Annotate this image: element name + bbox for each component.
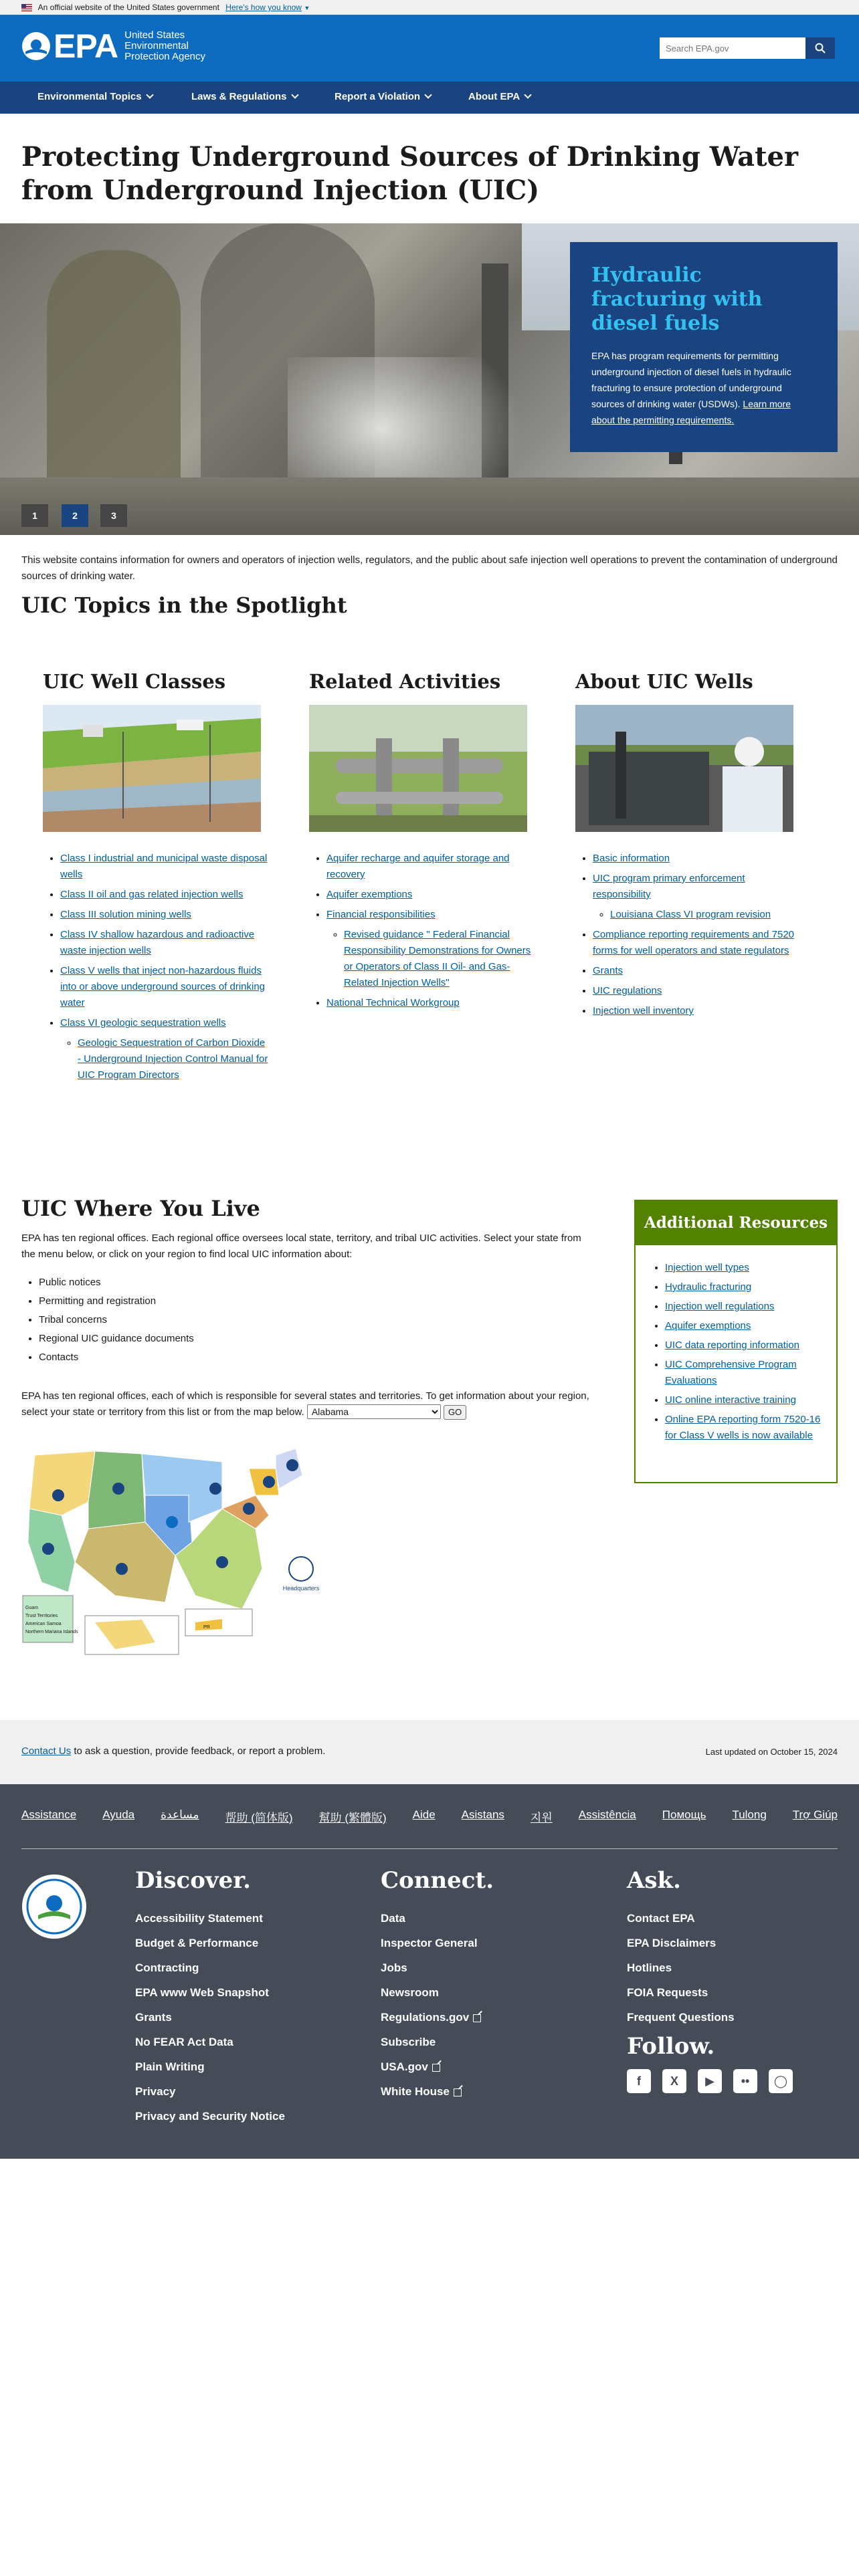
footer-link[interactable]: EPA www Web Snapshot [135,1986,269,1999]
search-form [660,37,835,59]
pipeline-photo [309,705,527,832]
class-iii-link[interactable]: Class III solution mining wells [60,909,191,920]
uic-training-link[interactable]: UIC online interactive training [665,1394,796,1406]
grants-link[interactable]: Grants [593,965,624,976]
footer-link-label: Regulations.gov [381,2011,470,2024]
nav-about-epa[interactable] [468,91,531,102]
well-classes-column [43,670,270,1087]
list-item [665,1392,830,1408]
list-item: • Regional UIC guidance documents [39,1329,194,1348]
nav-label: Report a Violation [335,91,421,102]
list-item [60,887,270,903]
geology-cross-section [43,705,261,832]
discover-column [135,1867,285,2129]
slide-dot-3[interactable]: 3 [100,504,127,527]
footer-link[interactable]: EPA Disclaimers [627,1937,717,1949]
region-5-marker [209,1483,221,1495]
footer-link[interactable] [381,2079,494,2104]
epa-flower-icon [21,31,51,61]
where-you-live-title: UIC Where You Live [21,1196,260,1221]
footer-link[interactable]: Contact EPA [627,1912,695,1925]
headquarters-icon [289,1557,313,1581]
connect-column [381,1867,494,2104]
footer-link-label: USA.gov [381,2060,428,2073]
epa-regions-map[interactable] [21,1442,326,1662]
list-item [593,1003,803,1019]
hero-ground [0,477,859,535]
list-item [344,927,537,991]
epa-logo[interactable] [21,29,218,63]
lang-link[interactable]: Aide [412,1808,436,1821]
nav-report-violation[interactable] [335,91,431,102]
class-v-link[interactable]: Class V wells that inject non-hazardous fluids into or above underground sources of drinking water [60,965,266,1008]
list-item [60,927,270,959]
list-item [665,1260,830,1276]
search-icon [815,43,826,53]
list-item [326,995,537,1011]
footer-link[interactable]: Subscribe [381,2036,436,2048]
lang-link[interactable]: Помощь [662,1808,706,1821]
external-link-icon [473,2014,481,2022]
footer-link[interactable] [381,2005,494,2030]
well-classes-list [43,851,270,1083]
list-item [60,1015,270,1083]
related-activities-column [309,670,537,1015]
language-links [21,1808,838,1825]
pr-label: PR [203,1625,210,1630]
hero-body [591,348,816,428]
uic-data-reporting-link[interactable]: UIC data reporting information [665,1339,799,1351]
chevron-down-icon[interactable]: ▼ [304,5,310,11]
hero-card [570,242,838,452]
heres-how-you-know-link[interactable]: Here's how you know [225,3,302,12]
region-8-marker [112,1483,124,1495]
nav-environmental-topics[interactable] [37,91,153,102]
connect-title: Connect. [381,1867,494,1894]
lang-link[interactable]: 帮助 (简体版) [225,1812,293,1824]
list-item [60,907,270,923]
additional-resources-title: Additional Resources [636,1201,836,1245]
about-uic-wells-title: About UIC Wells [575,670,753,693]
hero-body-text: EPA has program requirements for permitting underground injection of diesel fuels in hydraulic fracturing to ensure protection of underground sources of drinking water (USDWs). [591,350,791,409]
region-10-marker [52,1489,64,1501]
injection-well-types-link[interactable]: Injection well types [665,1262,749,1273]
list-item [78,1035,270,1083]
aquifer-recharge-link[interactable]: Aquifer recharge and aquifer storage and recovery [326,853,510,880]
footer-link[interactable]: Jobs [381,1961,407,1974]
discover-title: Discover. [135,1867,251,1894]
pacific-territories-box [23,1596,73,1642]
page-bottom-space [0,2159,859,2576]
list-item [60,851,270,883]
region-2-marker [263,1476,275,1488]
lang-link[interactable]: Asistans [461,1808,504,1821]
slide-dot-1[interactable]: 1 [21,504,48,527]
list-item: • Tribal concerns [39,1311,194,1329]
region-6-marker [116,1563,128,1575]
footer-link[interactable]: Accessibility Statement [135,1912,263,1925]
list-item [326,851,537,883]
class-vi-link[interactable]: Class VI geologic sequestration wells [60,1017,226,1029]
footer-link[interactable]: Hotlines [627,1961,672,1974]
list-item [665,1279,830,1295]
search-input[interactable] [660,37,805,59]
hero-learn-more-link[interactable]: Learn more about the permitting requirements. [591,399,791,425]
uic-regulations-link[interactable]: UIC regulations [593,985,662,996]
instagram-icon[interactable]: ◯ [769,2069,793,2093]
footer-link[interactable] [381,2054,494,2079]
external-link-icon [432,2064,440,2072]
ask-title: Ask. [627,1867,681,1894]
region-3-marker [243,1503,255,1515]
primacy-link[interactable]: UIC program primary enforcement responsibility [593,873,745,900]
contact-us-link[interactable]: Contact Us [21,1745,72,1757]
where-intro: EPA has ten regional offices. Each regional office oversees local state, territory, and tribal UIC activities. Select your state from the menu below, or click on your region to find local UIC information about: [21,1232,581,1260]
aquifer-exemptions-link[interactable]: Aquifer exemptions [665,1320,751,1331]
list-item [610,907,803,923]
list-item [60,963,270,1011]
external-link-icon [454,2088,462,2097]
footer-link[interactable]: Inspector General [381,1937,478,1949]
main-nav [0,82,859,114]
region-10 [29,1451,95,1515]
contact-description: to ask a question, provide feedback, or report a problem. [71,1745,326,1757]
youtube-icon[interactable]: ▶ [698,2069,722,2093]
list-item [593,927,803,959]
footer-link[interactable]: No FEAR Act Data [135,2036,233,2048]
gov-banner-text: An official website of the United States government [37,3,219,12]
gs-manual-link[interactable]: Geologic Sequestration of Carbon Dioxide - Underground Injection Control Manual for UIC Program Directors [78,1037,268,1081]
slide-dot-2[interactable]: 2 [62,504,88,527]
class-iv-link[interactable]: Class IV shallow hazardous and radioactive waste injection wells [60,929,255,956]
list-item [665,1318,830,1334]
lang-link[interactable]: Tulong [732,1808,767,1821]
related-activities-photo [309,705,527,832]
uic-program-evaluations-link[interactable]: UIC Comprehensive Program Evaluations [665,1359,797,1386]
social-icons [627,2069,804,2093]
footer-link[interactable]: Newsroom [381,1986,439,1999]
additional-resources-box [634,1200,838,1483]
list-item [593,963,803,979]
about-uic-wells-list [575,851,803,1019]
footer-link[interactable]: FOIA Requests [627,1986,708,1999]
nav-label: Laws & Regulations [191,91,287,102]
basic-information-link[interactable]: Basic information [593,853,670,864]
list-item [326,887,537,903]
footer-link[interactable]: Plain Writing [135,2060,205,2073]
contact-band [0,1720,859,1784]
site-footer [0,1784,859,2159]
x-icon[interactable]: X [662,2069,686,2093]
class-ii-link[interactable]: Class II oil and gas related injection wells [60,889,244,900]
footer-link[interactable]: Privacy and Security Notice [135,2110,285,2123]
list-item: • Public notices [39,1273,194,1292]
list-item [665,1357,830,1389]
footer-link[interactable]: Frequent Questions [627,2011,735,2024]
footer-divider [21,1848,838,1849]
chevron-down-icon [291,91,298,98]
search-button[interactable] [805,37,835,59]
contact-text [21,1745,325,1757]
last-updated: Last updated on October 15, 2024 [705,1747,838,1757]
page-title: Protecting Underground Sources of Drinking Water from Underground Injection (UIC) [21,141,799,206]
lang-link[interactable]: 지원 [530,1812,553,1824]
lang-link[interactable]: Assistência [578,1808,636,1821]
region-7-marker [166,1516,178,1528]
list-item [665,1412,830,1444]
list-item: • Permitting and registration [39,1292,194,1311]
epa-logo-text: EPA [54,27,118,65]
state-select[interactable] [307,1404,441,1419]
territory-label: Guam [25,1606,39,1610]
financial-responsibilities-link[interactable]: Financial responsibilities [326,909,436,920]
lang-link[interactable]: مساعدة [161,1808,199,1821]
intro-text: This website contains information for owners and operators of injection wells, regulators, and the public about safe injection well operations to prevent the contamination of underground sources of drinking water. [21,554,838,582]
compliance-reporting-link[interactable]: Compliance reporting requirements and 7520 forms for well operators and state regulators [593,929,795,956]
follow-section [627,2033,804,2093]
footer-link[interactable]: Budget & Performance [135,1937,259,1949]
footer-link[interactable]: Privacy [135,2085,176,2098]
chevron-down-icon [424,91,432,98]
agency-name: United States Environmental Protection Agency [124,29,206,62]
region-9-marker [42,1543,54,1555]
injection-well-regulations-link[interactable]: Injection well regulations [665,1301,775,1312]
injection-well-inventory-link[interactable]: Injection well inventory [593,1005,694,1016]
footer-link[interactable]: Grants [135,2011,172,2024]
well-classes-title: UIC Well Classes [43,670,226,693]
region-instructions [21,1388,590,1420]
wellhead-inspection-photo [575,705,793,832]
list-item [593,851,803,867]
lang-link[interactable]: 幫助 (繁體版) [318,1812,387,1824]
list-item [326,907,537,991]
lang-link[interactable]: Ayuda [102,1808,135,1821]
list-item [593,983,803,999]
territory-label: Trust Territories [25,1614,58,1618]
region-4-marker [216,1556,228,1568]
about-uic-wells-photo [575,705,793,832]
list-item [665,1337,830,1354]
about-uic-wells-column [575,670,803,1023]
us-flag-icon [21,4,32,11]
lang-link[interactable]: Assistance [21,1808,77,1821]
list-item [665,1299,830,1315]
territory-label: Northern Mariana Islands [25,1630,78,1634]
go-button[interactable]: GO [444,1405,466,1420]
flickr-icon[interactable]: •• [733,2069,757,2093]
form-7520-16-link[interactable]: Online EPA reporting form 7520-16 for Class V wells is now available [665,1414,821,1441]
nav-laws-regulations[interactable] [191,91,298,102]
aquifer-exemptions-link[interactable]: Aquifer exemptions [326,889,413,900]
related-activities-list [309,851,537,1011]
gov-banner [0,0,859,15]
additional-resources-list [636,1245,830,1444]
footer-link-label: White House [381,2085,450,2098]
well-classes-diagram [43,705,261,832]
follow-title: Follow. [627,2033,715,2060]
nav-label: Environmental Topics [37,91,142,102]
class-i-link[interactable]: Class I industrial and municipal waste disposal wells [60,853,268,880]
region-1-marker [286,1459,298,1471]
where-topics-list [39,1273,194,1367]
ask-column [627,1867,735,2030]
spotlight-title: UIC Topics in the Spotlight [21,593,347,618]
nav-label: About EPA [468,91,520,102]
facebook-icon[interactable]: f [627,2069,651,2093]
lang-link[interactable]: Trợ Giúp [792,1808,838,1821]
hero-title: Hydraulic fracturing with diesel fuels [591,263,763,335]
hydraulic-fracturing-link[interactable]: Hydraulic fracturing [665,1281,752,1293]
list-item [593,871,803,923]
list-item: • Contacts [39,1348,194,1367]
chevron-down-icon [146,91,153,98]
related-activities-title: Related Activities [309,670,501,693]
footer-link[interactable]: Data [381,1912,405,1925]
epa-seal-icon[interactable] [21,1874,87,1939]
headquarters-label: Headquarters [282,1585,320,1592]
site-header [0,15,859,82]
louisiana-class-vi-link[interactable]: Louisiana Class VI program revision [610,909,771,920]
national-technical-workgroup-link[interactable]: National Technical Workgroup [326,997,460,1008]
footer-link[interactable]: Contracting [135,1961,199,1974]
revised-guidance-link[interactable]: Revised guidance " Federal Financial Responsibility Demonstrations for Owners or Operators of Class II Oil- and Gas-Related Injection Wells" [344,929,531,988]
territory-label: American Samoa [25,1622,62,1626]
chevron-down-icon [524,91,532,98]
region-instructions-text: EPA has ten regional offices, each of which is responsible for several states and territories. To get information about your region, select your state or territory from this list or from the map below. [21,1390,589,1418]
